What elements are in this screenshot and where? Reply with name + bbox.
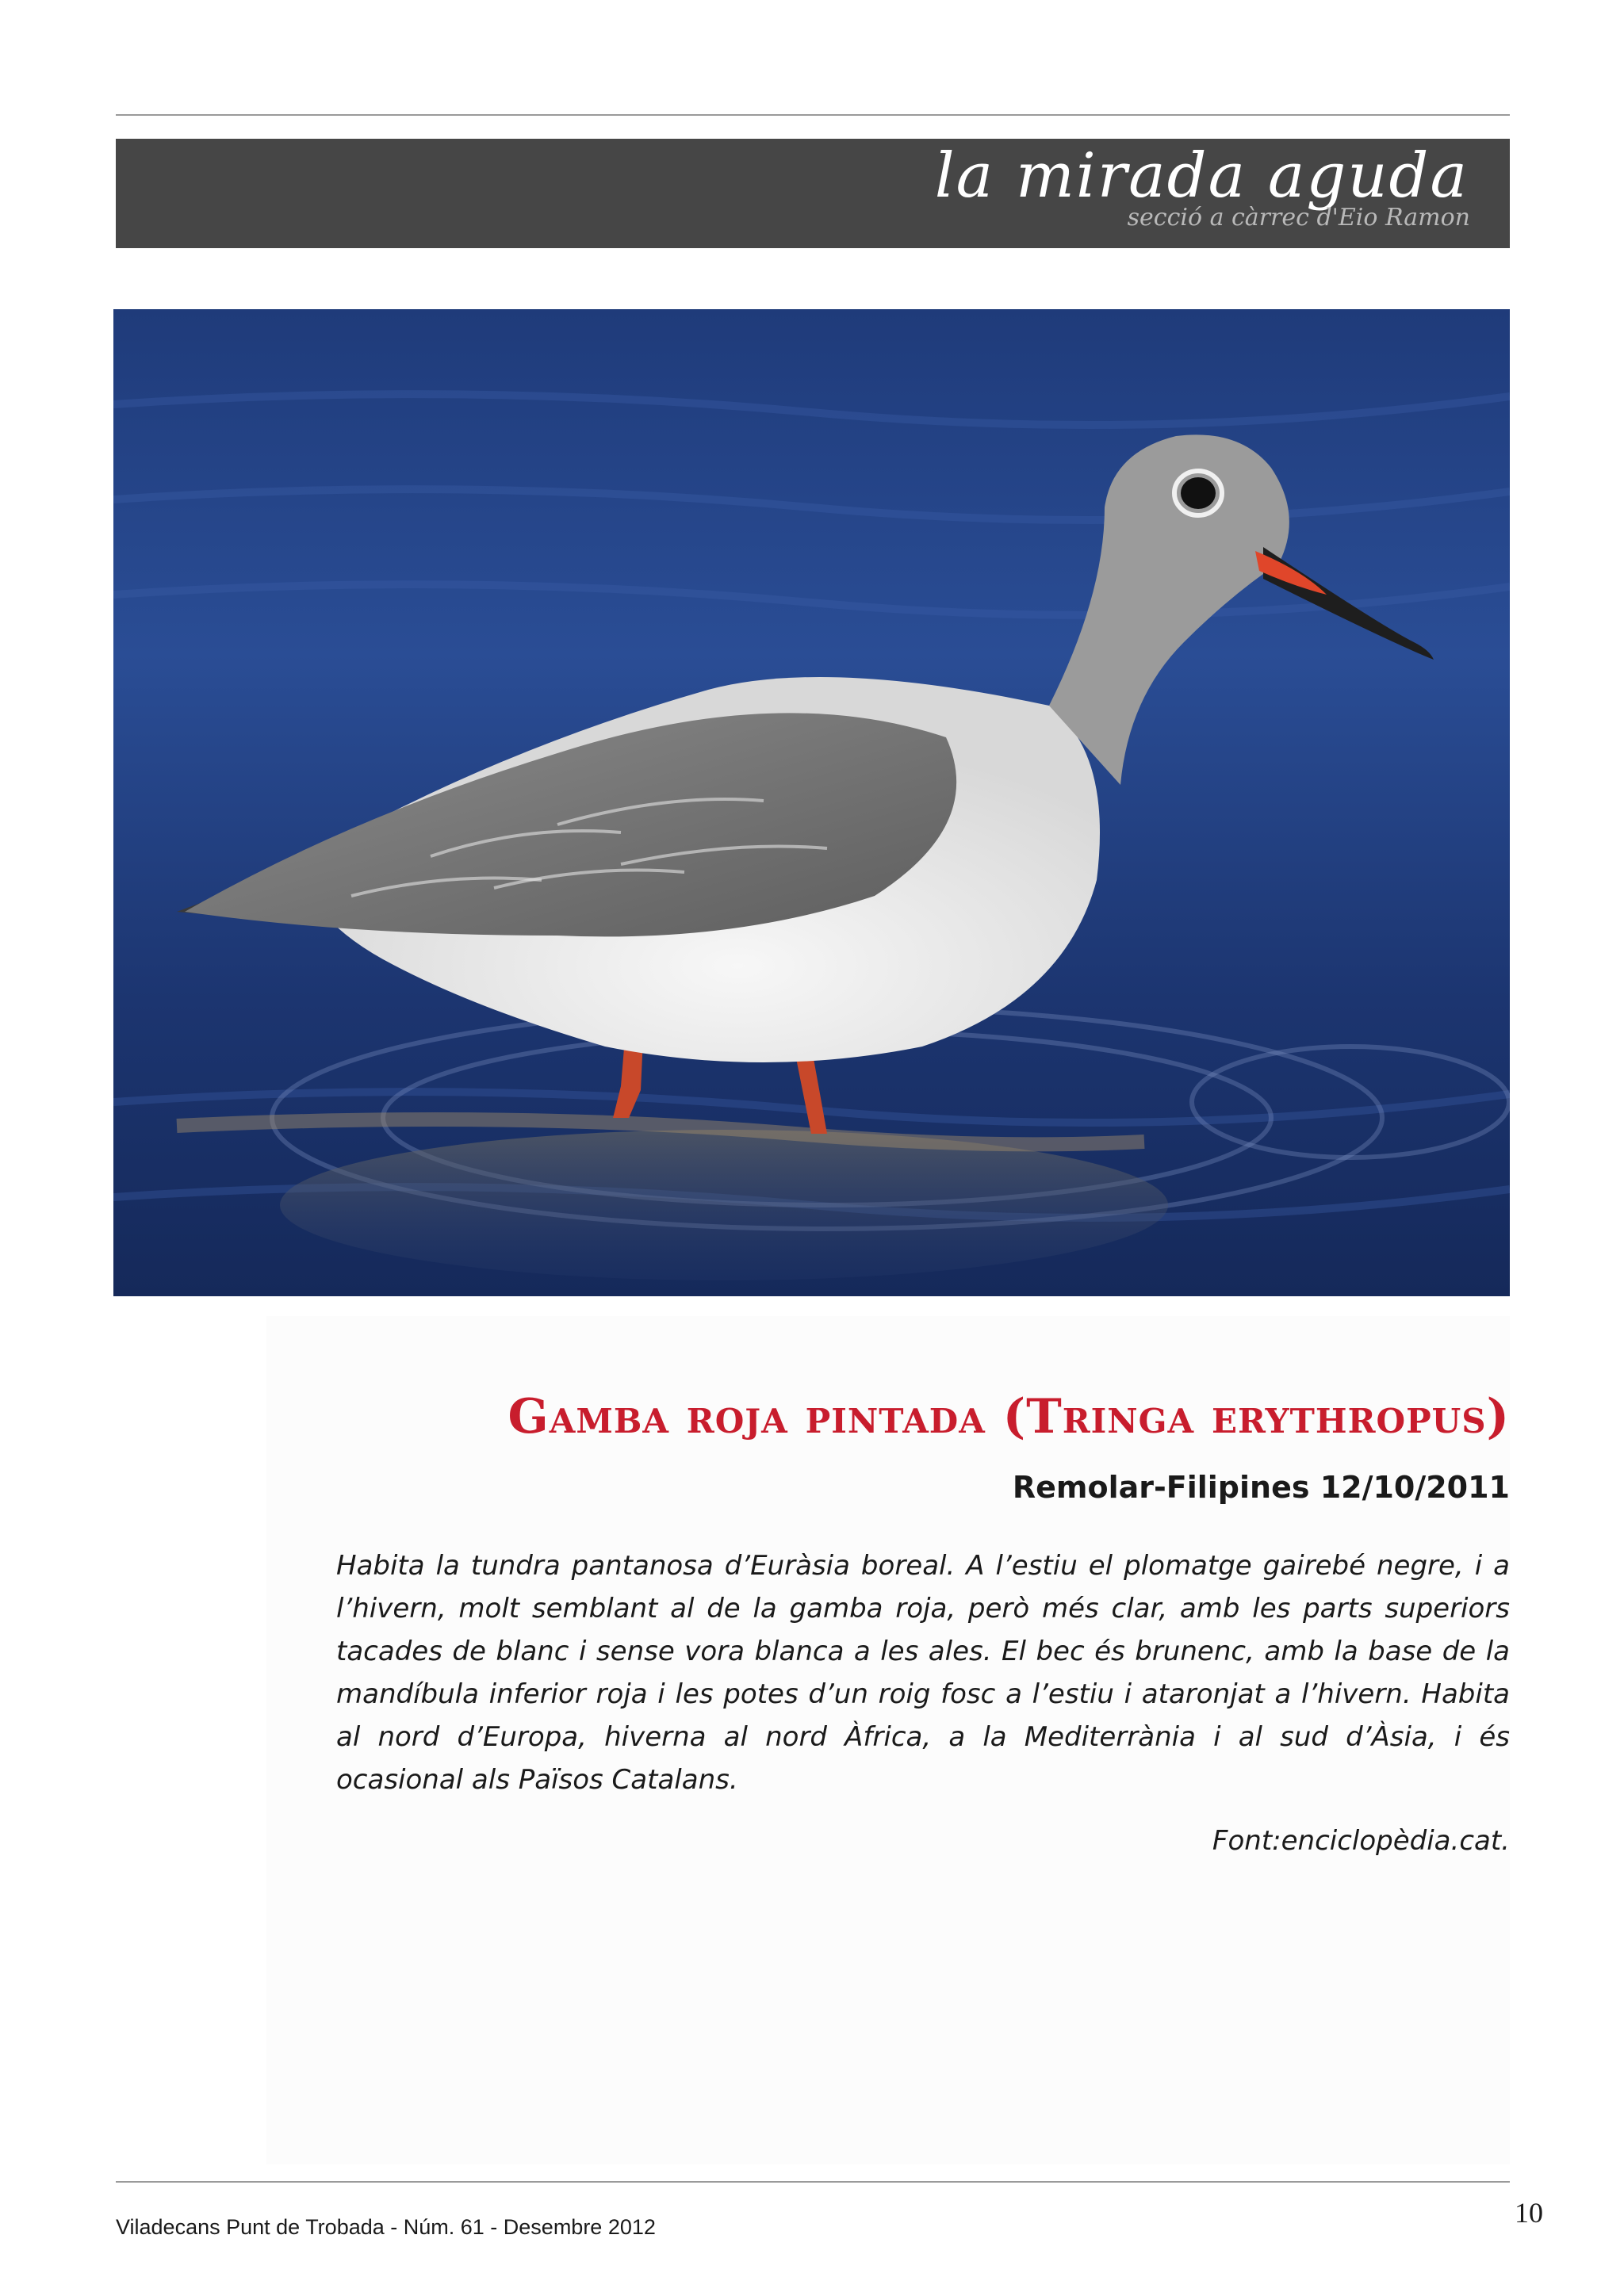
header-rule bbox=[116, 114, 1510, 116]
footer-publication: Viladecans Punt de Trobada - Núm. 61 - Desembre 2012 bbox=[116, 2215, 656, 2239]
article-body: Habita la tundra pantanosa d’Euràsia boreal. A l’estiu el plomatge gairebé negre, i a l’hivern, molt semblant al de la gamba roja, però més clar, amb les parts superiors tacades de blanc i sense vora blanca a les ales. El bec és brunenc, amb la base de la mandíbula inferior roja i les potes d’un roig fosc a l’estiu i ataronjat a l’hivern. Habita al nord d’Europa, hiverna al nord Àfrica, a la Mediterrània i al sud d’Àsia, i és ocasional als Països Catalans. bbox=[336, 1550, 1510, 1796]
page-number: 10 bbox=[1515, 2197, 1543, 2229]
article-title: Gamba roja pintada (Tringa erythropus) bbox=[508, 1389, 1510, 1445]
article-location-date: Remolar-Filipines 12/10/2011 bbox=[1012, 1470, 1510, 1505]
bird-photo bbox=[113, 309, 1510, 1296]
section-banner bbox=[116, 139, 1510, 248]
section-title: la mirada aguda bbox=[934, 140, 1469, 212]
footer-rule bbox=[116, 2181, 1510, 2183]
article-source: Font:enciclopèdia.cat. bbox=[1212, 1825, 1510, 1857]
section-subtitle: secció a càrrec d'Eio Ramon bbox=[1127, 204, 1470, 232]
